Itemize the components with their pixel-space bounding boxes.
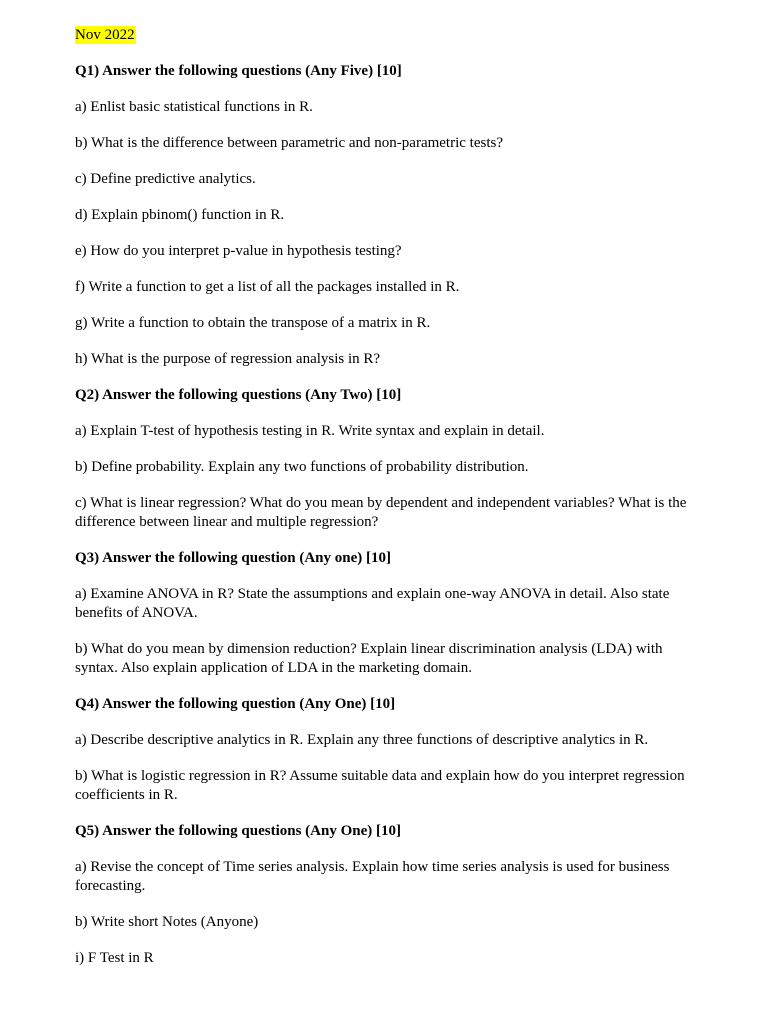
date-row [75, 26, 705, 44]
question-item: h) What is the purpose of regression analysis in R? [75, 351, 381, 367]
question-heading: Q2) Answer the following questions (Any Two) [10] [75, 387, 402, 403]
question-item: d) Explain pbinom() function in R. [75, 207, 285, 223]
question-item: a) Revise the concept of Time series analysis. Explain how time series analysis is used for business forecasting. [75, 859, 670, 894]
question-heading: Q3) Answer the following question (Any one) [10] [75, 550, 391, 566]
question-item: c) What is linear regression? What do you mean by dependent and independent variables? What is the difference between linear and multiple regression? [75, 495, 687, 530]
question-item: b) What is the difference between parametric and non-parametric tests? [75, 135, 503, 151]
question-item: b) Define probability. Explain any two functions of probability distribution. [75, 459, 529, 475]
question-heading: Q1) Answer the following questions (Any Five) [10] [75, 63, 402, 79]
question-section-q5 [75, 822, 705, 967]
question-item: f) Write a function to get a list of all the packages installed in R. [75, 279, 460, 295]
exam-date: Nov 2022 [75, 27, 135, 43]
question-section-q2 [75, 386, 705, 532]
question-item: a) Enlist basic statistical functions in R. [75, 99, 313, 115]
question-item: c) Define predictive analytics. [75, 171, 256, 187]
question-item: b) Write short Notes (Anyone) [75, 914, 259, 930]
question-item: a) Examine ANOVA in R? State the assumptions and explain one-way ANOVA in detail. Also state benefits of ANOVA. [75, 586, 670, 621]
question-section-q3 [75, 549, 705, 678]
question-item: b) What do you mean by dimension reduction? Explain linear discrimination analysis (LDA) with syntax. Also explain application of LDA in the marketing domain. [75, 641, 663, 676]
question-item: a) Explain T-test of hypothesis testing in R. Write syntax and explain in detail. [75, 423, 545, 439]
question-item: a) Describe descriptive analytics in R. Explain any three functions of descriptive analytics in R. [75, 732, 649, 748]
question-item: g) Write a function to obtain the transpose of a matrix in R. [75, 315, 431, 331]
question-item: b) What is logistic regression in R? Assume suitable data and explain how do you interpret regression coefficients in R. [75, 768, 685, 803]
question-item: e) How do you interpret p-value in hypothesis testing? [75, 243, 402, 259]
question-section-q1 [75, 62, 705, 368]
question-item: i) F Test in R [75, 950, 154, 966]
question-heading: Q5) Answer the following questions (Any One) [10] [75, 823, 401, 839]
question-heading: Q4) Answer the following question (Any One) [10] [75, 696, 396, 712]
question-section-q4 [75, 695, 705, 805]
exam-page [75, 26, 705, 985]
